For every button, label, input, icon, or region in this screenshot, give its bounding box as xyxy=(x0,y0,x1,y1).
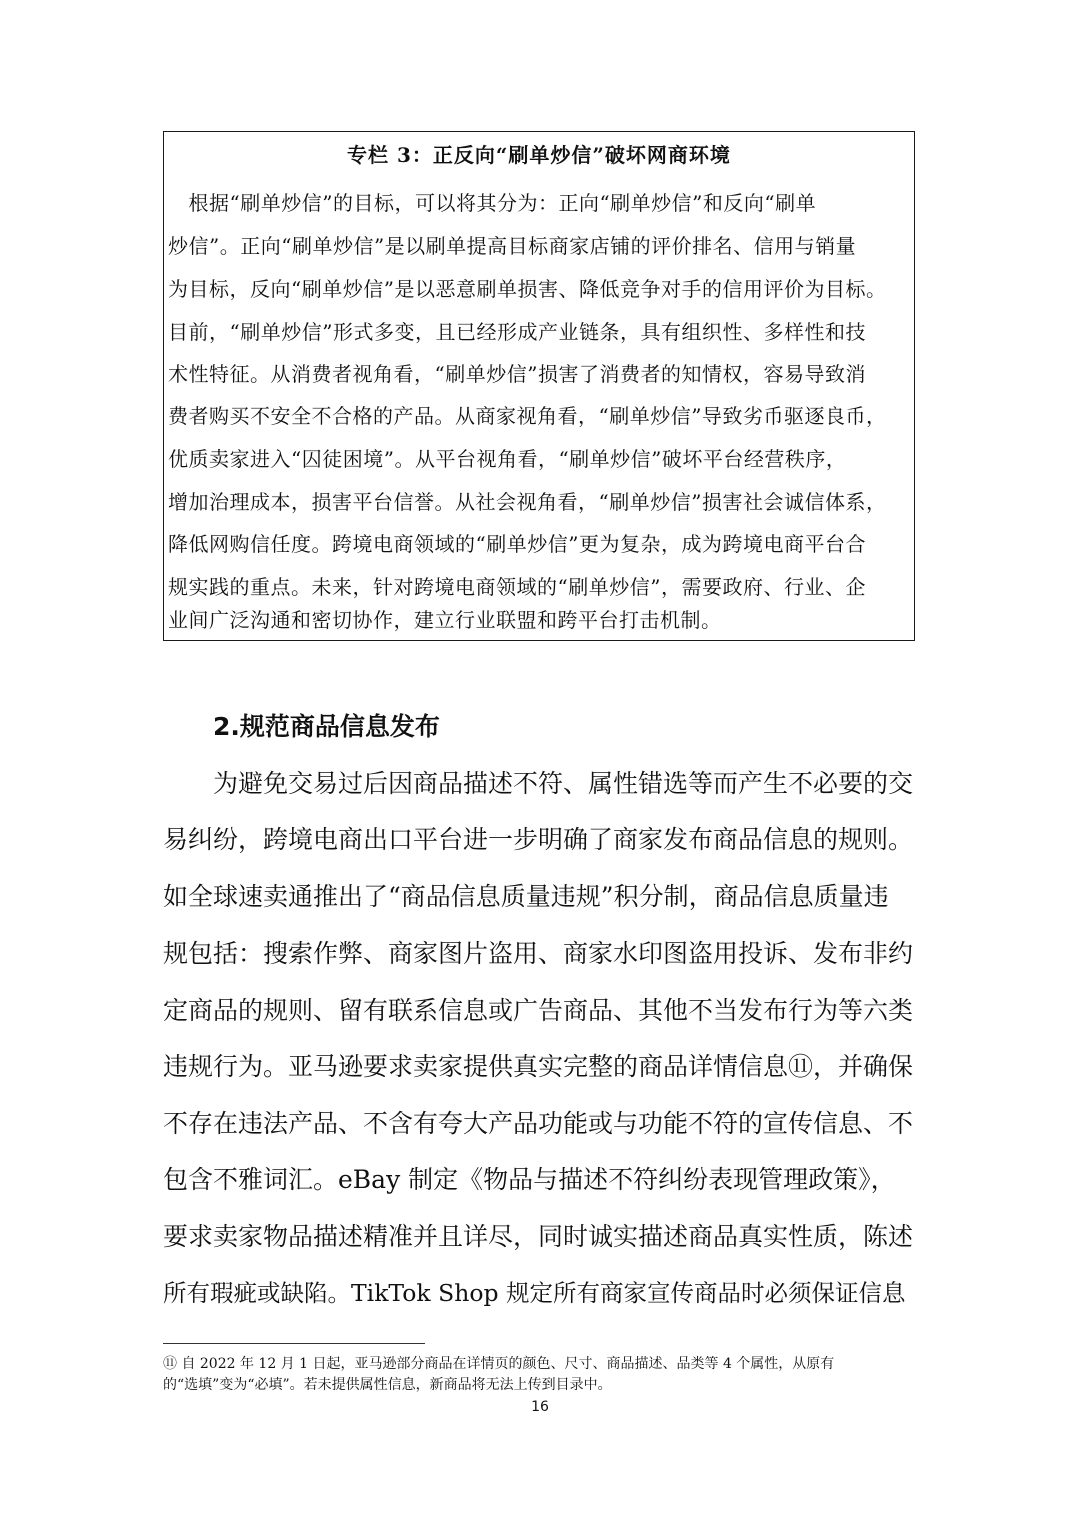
sidebar-box-line: 优质卖家进入“囚徒困境”。从平台视角看，“刷单炒信”破坏平台经营秩序， xyxy=(168,447,847,471)
sidebar-box-title: 专栏 3：正反向“刷单炒信”破坏网商环境 xyxy=(347,143,731,167)
paragraph-line: 规包括：搜索作弊、商家图片盗用、商家水印图盗用投诉、发布非约 xyxy=(163,939,914,968)
sidebar-box-line: 费者购买不安全不合格的产品。从商家视角看，“刷单炒信”导致劣币驱逐良币， xyxy=(168,404,887,428)
footnote-divider xyxy=(163,1343,425,1344)
footnote-line: ⑪ 自 2022 年 12 月 1 日起，亚马逊部分商品在详情页的颜色、尺寸、商品描述、品类等 4 个属性，从原有 xyxy=(163,1356,835,1372)
sidebar-box-line: 业间广泛沟通和密切协作，建立行业联盟和跨平台打击机制。 xyxy=(168,608,722,632)
sidebar-box xyxy=(163,131,915,641)
section-heading: 2.规范商品信息发布 xyxy=(213,712,440,741)
paragraph-line: 包含不雅词汇。eBay 制定《物品与描述不符纠纷表现管理政策》， xyxy=(163,1165,896,1194)
paragraph-line: 易纠纷，跨境电商出口平台进一步明确了商家发布商品信息的规则。 xyxy=(163,825,914,854)
sidebar-box-line: 根据“刷单炒信”的目标，可以将其分为：正向“刷单炒信”和反向“刷单 xyxy=(168,191,817,215)
sidebar-box-line: 术性特征。从消费者视角看，“刷单炒信”损害了消费者的知情权，容易导致消 xyxy=(168,362,866,386)
paragraph-line: 定商品的规则、留有联系信息或广告商品、其他不当发布行为等六类 xyxy=(163,996,914,1025)
paragraph-line: 为避免交易过后因商品描述不符、属性错选等而产生不必要的交 xyxy=(213,769,914,798)
sidebar-box-line: 规实践的重点。未来，针对跨境电商领域的“刷单炒信”，需要政府、行业、企 xyxy=(168,575,866,599)
paragraph-line: 所有瑕疵或缺陷。TikTok Shop 规定所有商家宣传商品时必须保证信息 xyxy=(163,1279,906,1307)
sidebar-box-line: 增加治理成本，损害平台信誉。从社会视角看，“刷单炒信”损害社会诚信体系， xyxy=(168,490,887,514)
page-number: 16 xyxy=(531,1399,549,1415)
footnote-line: 的“选填”变为“必填”。若未提供属性信息，新商品将无法上传到目录中。 xyxy=(163,1377,612,1393)
sidebar-box-line: 炒信”。正向“刷单炒信”是以刷单提高目标商家店铺的评价排名、信用与销量 xyxy=(168,234,857,258)
paragraph-line: 违规行为。亚马逊要求卖家提供真实完整的商品详情信息⑪，并确保 xyxy=(163,1052,914,1081)
paragraph-line: 不存在违法产品、不含有夸大产品功能或与功能不符的宣传信息、不 xyxy=(163,1109,914,1138)
sidebar-box-line: 为目标，反向“刷单炒信”是以恶意刷单损害、降低竞争对手的信用评价为目标。 xyxy=(168,277,887,301)
paragraph-line: 要求卖家物品描述精准并且详尽，同时诚实描述商品真实性质，陈述 xyxy=(163,1222,914,1251)
paragraph-line: 如全球速卖通推出了“商品信息质量违规”积分制，商品信息质量违 xyxy=(163,882,889,911)
sidebar-box-line: 目前，“刷单炒信”形式多变，且已经形成产业链条，具有组织性、多样性和技 xyxy=(168,320,866,344)
sidebar-box-line: 降低网购信任度。跨境电商领域的“刷单炒信”更为复杂，成为跨境电商平台合 xyxy=(168,532,866,556)
